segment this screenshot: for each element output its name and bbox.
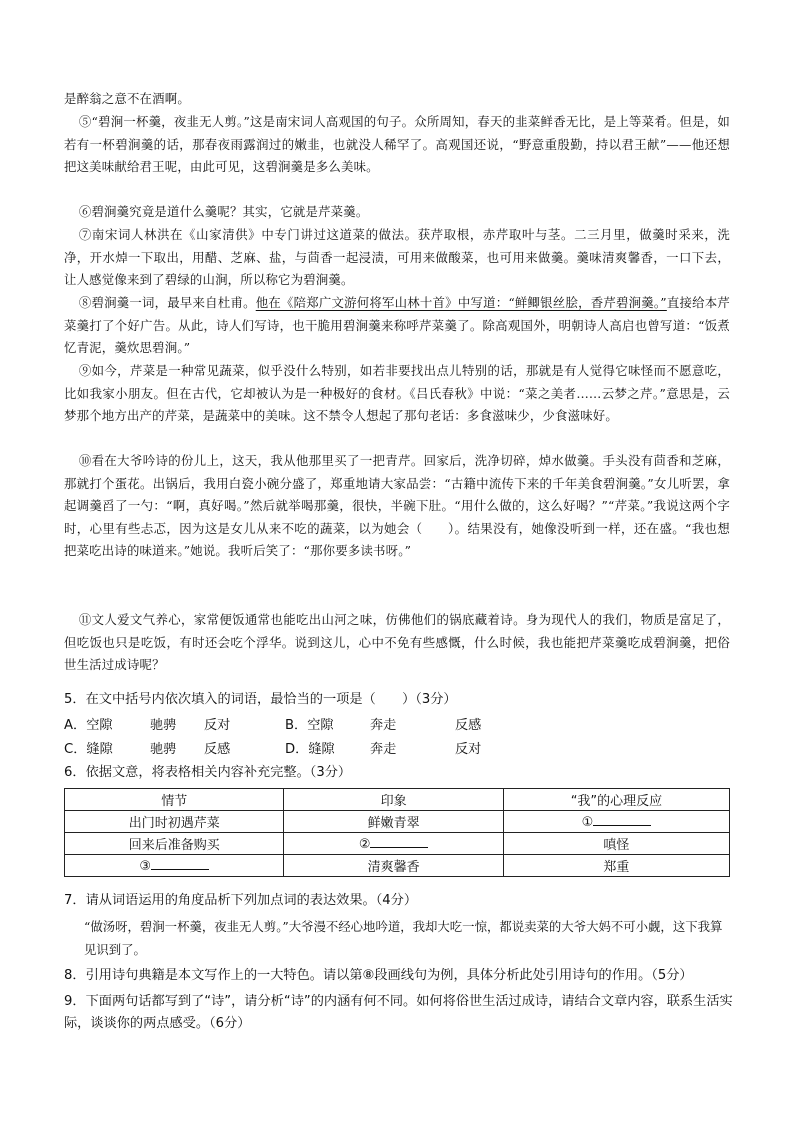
option-d-word-3: 反对: [455, 742, 482, 757]
passage-paragraph-0: 是醉翁之意不在酒啊。: [64, 91, 190, 106]
question-8-stem: 8．引用诗句典籍是本文写作上的一大特色。请以第⑧段画线句为例，具体分析此处引用诗句的作用。（5分）: [64, 968, 693, 983]
option-c-word-2: 驰骋: [150, 742, 177, 757]
passage-paragraph-5: ⑤“碧涧一杯羹，夜韭无人剪。”这是南宋词人高观国的句子。众所周知，春天的韭菜鲜香无比，是上等菜肴。但是，如若有一杯碧涧羹的话，那春夜雨露润过的嫩韭，也就没人稀罕了。高观国还说，“野意重殷勤，持以君王献”——他还想把这美味献给君王呢，由此可见，这碧涧羹是多么美味。: [64, 114, 730, 174]
table-cell: 清爽馨香: [284, 855, 503, 877]
passage-paragraph-8: [64, 292, 730, 360]
question-7-quote: “做汤呀，碧涧一杯羹，夜韭无人剪。”大爷漫不经心地吟道，我却大吃一惊，都说卖菜的大爷大妈不可小觑，这下我算见识到了。: [84, 919, 723, 957]
table-cell: 嗔怪: [503, 833, 729, 855]
answer-blank[interactable]: [151, 857, 209, 870]
table-cell-blank-3[interactable]: ③: [65, 855, 284, 877]
passage-paragraph-10: ⑩看在大爷吟诗的份儿上，这天，我从他那里买了一把青芹。回家后，洗净切碎，焯水做羹。手头没有茴香和芝麻，那就打个蛋花。出锅后，我用白瓷小碗分盛了，郑重地请大家品尝：“古籍中流传下来的千年美食碧涧羹。”女儿听罢，拿起调羹舀了一勺：“啊，真好喝。”然后就举喝那羹，很快，半碗下肚。“用什么做的，这么好喝？”“芹菜。”我说这两个字时，心里有些忐忑，因为这是女儿从来不吃的蔬菜，以为她会（ ）。结果没有，她像没听到一样，还在盛。“我也想把菜吃出诗的味道来。”她说。我听后笑了：“那你要多读书呀。”: [64, 453, 730, 558]
passage-paragraph-11: ⑪文人爱文气养心，家常便饭通常也能吃出山河之味，仿佛他们的锅底藏着诗。身为现代人的我们，物质是富足了，但吃饭也只是吃饭，有时还会吃个浮华。说到这儿，心中不免有些感慨，什么时候，我也能把芹菜羹吃成碧涧羹，把俗世生活过成诗呢？: [64, 612, 730, 672]
question-9-stem: 9．下面两句话都写到了“诗”，请分析“诗”的内涵有何不同。如何将俗世生活过成诗，请结合文章内容，联系生活实际，谈谈你的两点感受。（6分）: [64, 994, 733, 1031]
option-a[interactable]: A．空隙: [64, 718, 113, 733]
table-row: [65, 855, 730, 877]
question-5-options-row-2: [64, 738, 744, 758]
table-cell: 鲜嫩青翠: [284, 811, 503, 833]
answer-blank[interactable]: [593, 813, 651, 826]
question-6-table: [64, 788, 730, 877]
option-a-word-3: 反对: [204, 718, 231, 733]
underlined-quote-sentence: 他在《陪郑广文游何将军山林十首》中写道：“鲜鲫银丝脍，香芹碧涧羹。”: [255, 295, 667, 310]
option-c-word-3: 反感: [204, 742, 231, 757]
answer-blank[interactable]: [370, 835, 428, 848]
table-header-cell: 印象: [284, 789, 503, 811]
passage-paragraph-7: ⑦南宋词人林洪在《山家清供》中专门讲过这道菜的做法。获芹取根，赤芹取叶与茎。二三月里，做羹时采来，洗净，开水焯一下取出，用醋、芝麻、盐，与茴香一起浸渍，可用来做酸菜，也可用来做羹。羹味清爽馨香，一口下去，让人感觉像来到了碧绿的山涧，所以称它为碧涧羹。: [64, 227, 730, 287]
paragraph-8-intro: ⑧碧涧羹一词，最早来自杜甫。: [78, 295, 256, 310]
table-header-row: [65, 789, 730, 811]
paragraph-8-rest: 直接给本芹菜羹打了个好广告。从此，诗人们写诗，也干脆用碧涧羹来称呼芹菜羹了。除高观国外，明朝诗人高启也曾写道：“饭煮忆青泥，羹炊思碧涧。”: [64, 295, 730, 355]
table-cell: 回来后准备购买: [65, 833, 284, 855]
option-b-word-2: 奔走: [370, 718, 397, 733]
question-5-stem: 5．在文中括号内依次填入的词语，最恰当的一项是（ ）（3分）: [64, 692, 457, 707]
table-cell: 郑重: [503, 855, 729, 877]
table-header-cell: 情节: [65, 789, 284, 811]
option-b[interactable]: B．空隙: [285, 718, 334, 733]
table-cell: 出门时初遇芹菜: [65, 811, 284, 833]
option-a-word-2: 驰骋: [150, 718, 177, 733]
table-header-cell: “我”的心理反应: [503, 789, 729, 811]
question-6-stem: 6．依据文意，将表格相关内容补充完整。（3分）: [64, 765, 352, 780]
option-d[interactable]: D．缝隙: [285, 742, 335, 757]
option-b-word-3: 反感: [455, 718, 482, 733]
table-row: [65, 833, 730, 855]
question-7-stem: 7．请从词语运用的角度品析下列加点词的表达效果。（4分）: [64, 893, 418, 908]
option-d-word-2: 奔走: [370, 742, 397, 757]
passage-paragraph-9: ⑨如今，芹菜是一种常见蔬菜，似乎没什么特别，如若非要找出点儿特别的话，那就是有人觉得它味怪而不愿意吃，比如我家小朋友。但在古代，它却被认为是一种极好的食材。《吕氏春秋》中说：“菜之美者……云梦之芹。”意思是，云梦那个地方出产的芹菜，是蔬菜中的美味。这不禁令人想起了那句老话：多食滋味少，少食滋味好。: [64, 363, 730, 423]
table-cell-blank-2[interactable]: ②: [284, 833, 503, 855]
passage-paragraph-6: ⑥碧涧羹究竟是道什么羹呢？其实，它就是芹菜羹。: [78, 204, 369, 219]
question-5-options-row-1: [64, 714, 744, 734]
option-c[interactable]: C．缝隙: [64, 742, 113, 757]
table-cell-blank-1[interactable]: ①: [503, 811, 729, 833]
table-row: [65, 811, 730, 833]
